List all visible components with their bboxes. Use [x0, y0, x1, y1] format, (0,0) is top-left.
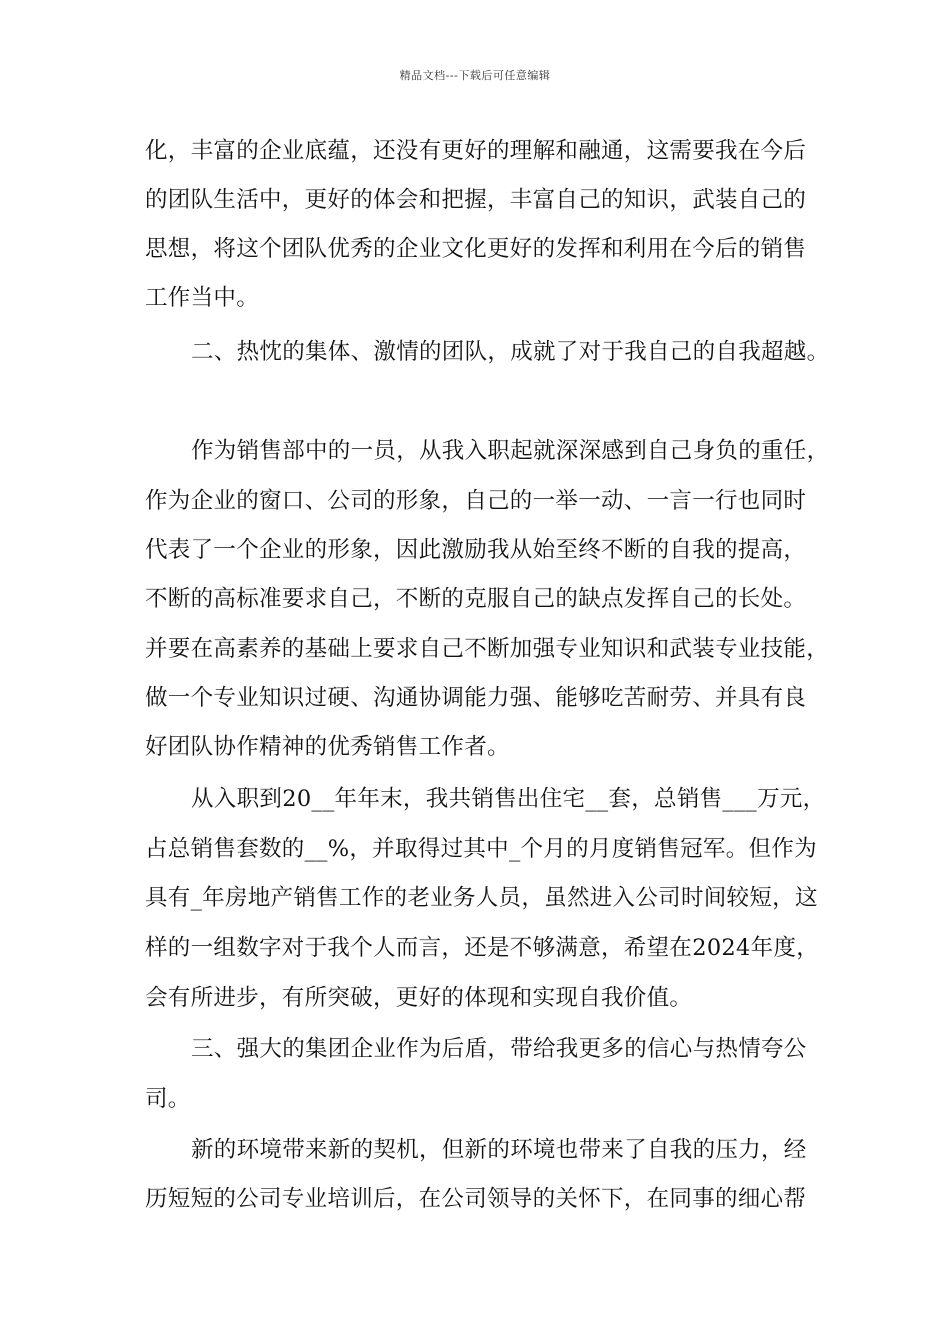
page-header: 精品文档---下载后可任意编辑 [399, 69, 551, 82]
text-line: 样的一组数字对于我个人而言，还是不够满意，希望在2024年度， [145, 935, 820, 961]
text-line: 历短短的公司专业培训后，在公司领导的关怀下，在同事的细心帮 [145, 1186, 807, 1212]
text-line: 的团队生活中，更好的体会和把握，丰富自己的知识，武装自己的 [145, 187, 807, 213]
text-line: 作为企业的窗口、公司的形象，自己的一举一动、一言一行也同时 [145, 488, 807, 514]
text-line: 做一个专业知识过硬、沟通协调能力强、能够吃苦耐劳、并具有良 [145, 685, 807, 711]
text-line: 好团队协作精神的优秀销售工作者。 [145, 734, 510, 760]
text-line: 占总销售套数的__%，并取得过其中_个月的月度销售冠军。但作为 [145, 836, 817, 862]
text-line: 化，丰富的企业底蕴，还没有更好的理解和融通，这需要我在今后 [145, 138, 807, 164]
section-heading: 二、热忱的集体、激情的团队，成就了对于我自己的自我超越。 [191, 339, 830, 365]
section-heading: 三、强大的集团企业作为后盾，带给我更多的信心与热情夸公 [191, 1036, 807, 1062]
text-line: 并要在高素养的基础上要求自己不断加强专业知识和武装专业技能， [145, 636, 830, 662]
text-line: 思想，将这个团队优秀的企业文化更好的发挥和利用在今后的销售 [145, 236, 807, 262]
text-line: 司。 [145, 1086, 191, 1112]
text-line: 从入职到20__年年末，我共销售出住宅__套，总销售___万元， [191, 786, 826, 812]
text-line: 作为销售部中的一员，从我入职起就深深感到自己身负的重任， [191, 438, 830, 464]
text-line: 不断的高标准要求自己，不断的克服自己的缺点发挥自己的长处。 [145, 586, 807, 612]
text-line: 代表了一个企业的形象，因此激励我从始至终不断的自我的提高， [145, 537, 807, 563]
text-line: 会有所进步，有所突破，更好的体现和实现自我价值。 [145, 985, 693, 1011]
text-line: 工作当中。 [145, 285, 260, 311]
text-line: 具有_年房地产销售工作的老业务人员，虽然进入公司时间较短，这 [145, 885, 818, 911]
text-line: 新的环境带来新的契机，但新的环境也带来了自我的压力，经 [191, 1137, 807, 1163]
